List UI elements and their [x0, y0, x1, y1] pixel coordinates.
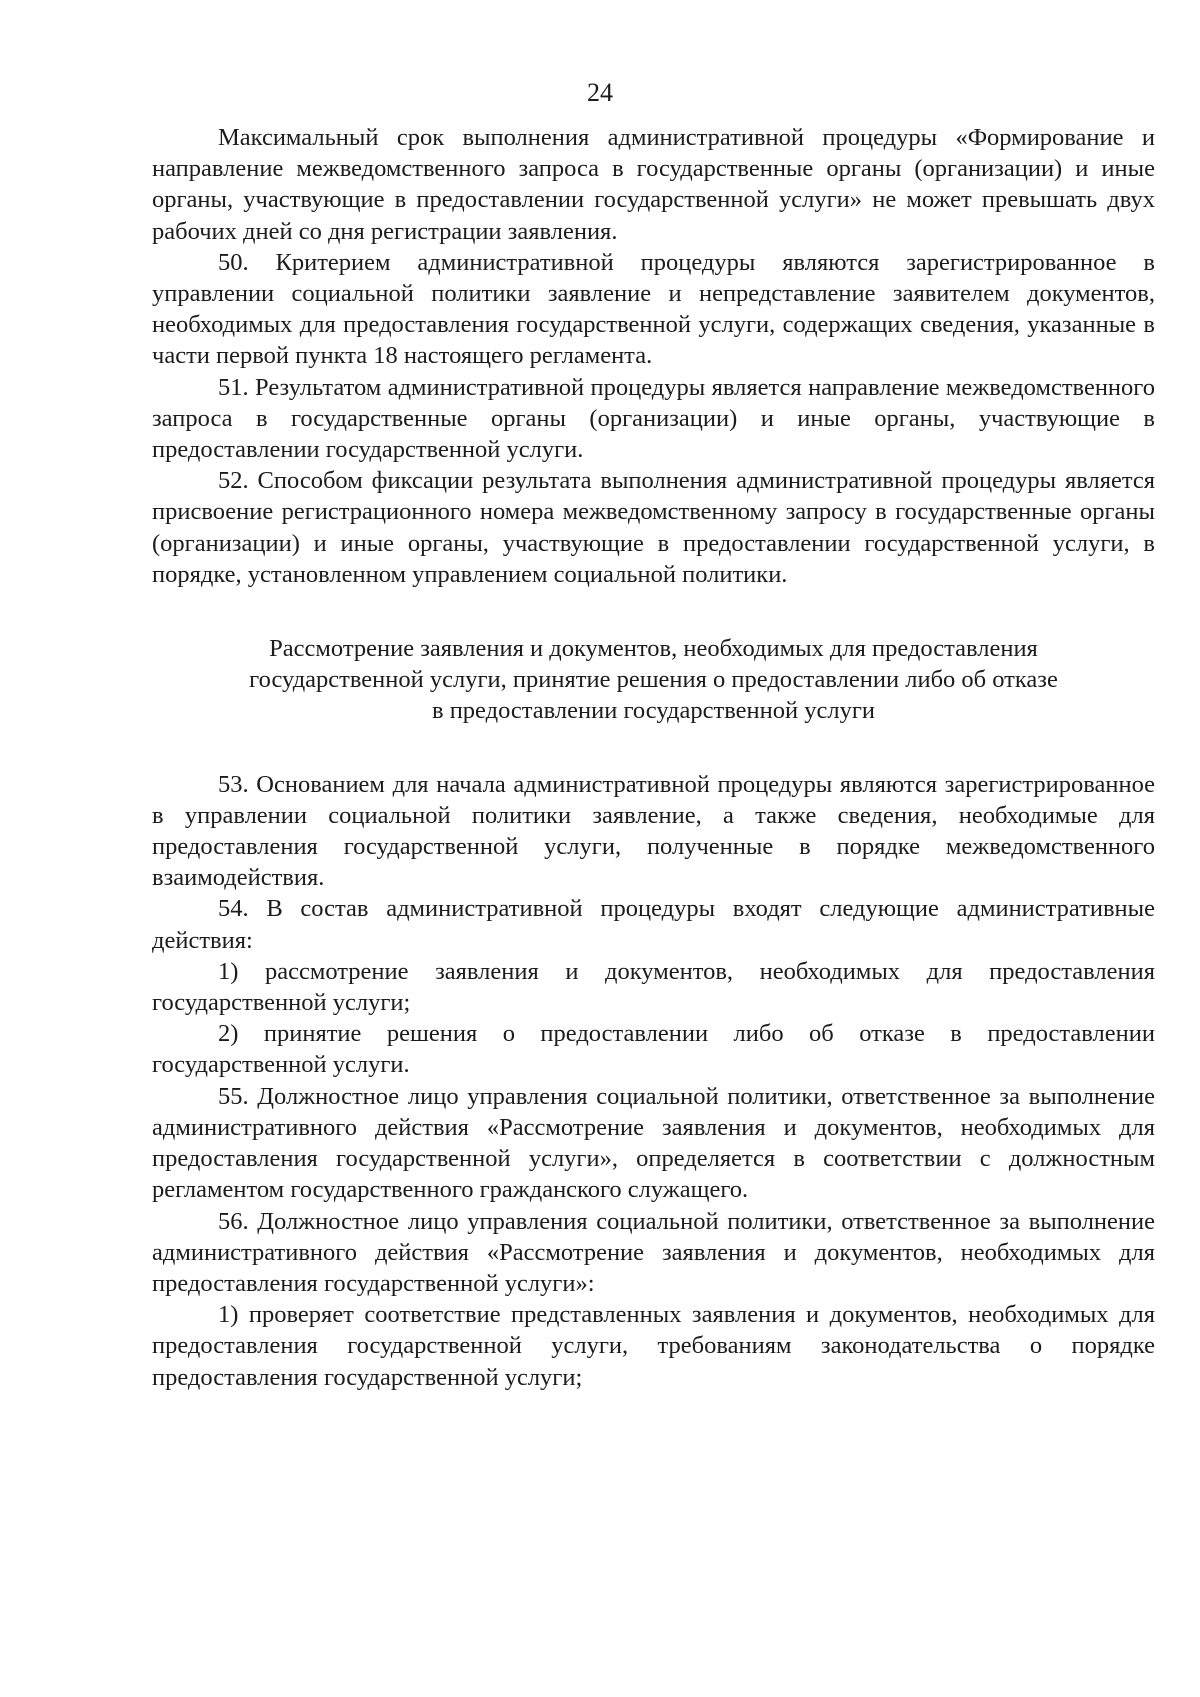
paragraph-56-item-1: 1) проверяет соответствие представленных заявления и документов, необходимых для предоставления государственной услуги, требованиям законодательства о порядке предоставления государственной услуги; — [152, 1301, 1155, 1391]
paragraph-max-term: Максимальный срок выполнения административной процедуры «Формирование и направление межведомственного запроса в государственные органы (организации) и иные органы, участвующие в предоставлении государственной услуги» не может превышать двух рабочих дней со дня регистрации заявления. — [152, 124, 1155, 245]
paragraph-54-item-1: 1) рассмотрение заявления и документов, необходимых для предоставления государственной услуги; — [152, 957, 1155, 1017]
document-body — [152, 122, 1155, 1393]
paragraph-56: 56. Должностное лицо управления социальной политики, ответственное за выполнение административного действия «Рассмотрение заявления и документов, необходимых для предоставления государственной услуги»: — [152, 1207, 1155, 1297]
paragraph-51: 51. Результатом административной процедуры является направление межведомственного запроса в государственные органы (организации) и иные органы, участвующие в предоставлении государственной услуги. — [152, 373, 1155, 464]
paragraph-52: 52. Способом фиксации результата выполнения административной процедуры является присвоение регистрационного номера межведомственному запросу в государственные органы (организации) и иные органы, участвующие в предоставлении государственной услуги, в порядке, установленном управлением социальной политики. — [152, 467, 1155, 588]
paragraph-54: 54. В состав административной процедуры входят следующие административные действия: — [152, 895, 1155, 954]
section-heading-line: Рассмотрение заявления и документов, необходимых для предоставления — [269, 635, 1038, 663]
section-heading — [152, 633, 1155, 727]
paragraph-55: 55. Должностное лицо управления социальной политики, ответственное за выполнение административного действия «Рассмотрение заявления и документов, необходимых для предоставления государственной услуги», определяется в соответствии с должностным регламентом государственного гражданского служащего. — [152, 1082, 1155, 1204]
section-heading-line: государственной услуги, принятие решения о предоставлении либо об отказе — [249, 666, 1058, 694]
paragraph-50: 50. Критерием административной процедуры являются зарегистрированное в управлении социальной политики заявление и непредставление заявителем документов, необходимых для предоставления государственной услуги, содержащих сведения, указанные в части первой пункта 18 настоящего регламента. — [152, 248, 1155, 370]
paragraph-53: 53. Основанием для начала административной процедуры являются зарегистрированное в управлении социальной политики заявление, а также сведения, необходимые для предоставления государственной услуги, полученные в порядке межведомственного взаимодействия. — [152, 770, 1155, 892]
section-heading-line: в предоставлении государственной услуги — [432, 697, 875, 725]
paragraph-54-item-2: 2) принятие решения о предоставлении либо об отказе в предоставлении государственной услуги. — [152, 1020, 1155, 1079]
page-number: 24 — [587, 78, 613, 107]
